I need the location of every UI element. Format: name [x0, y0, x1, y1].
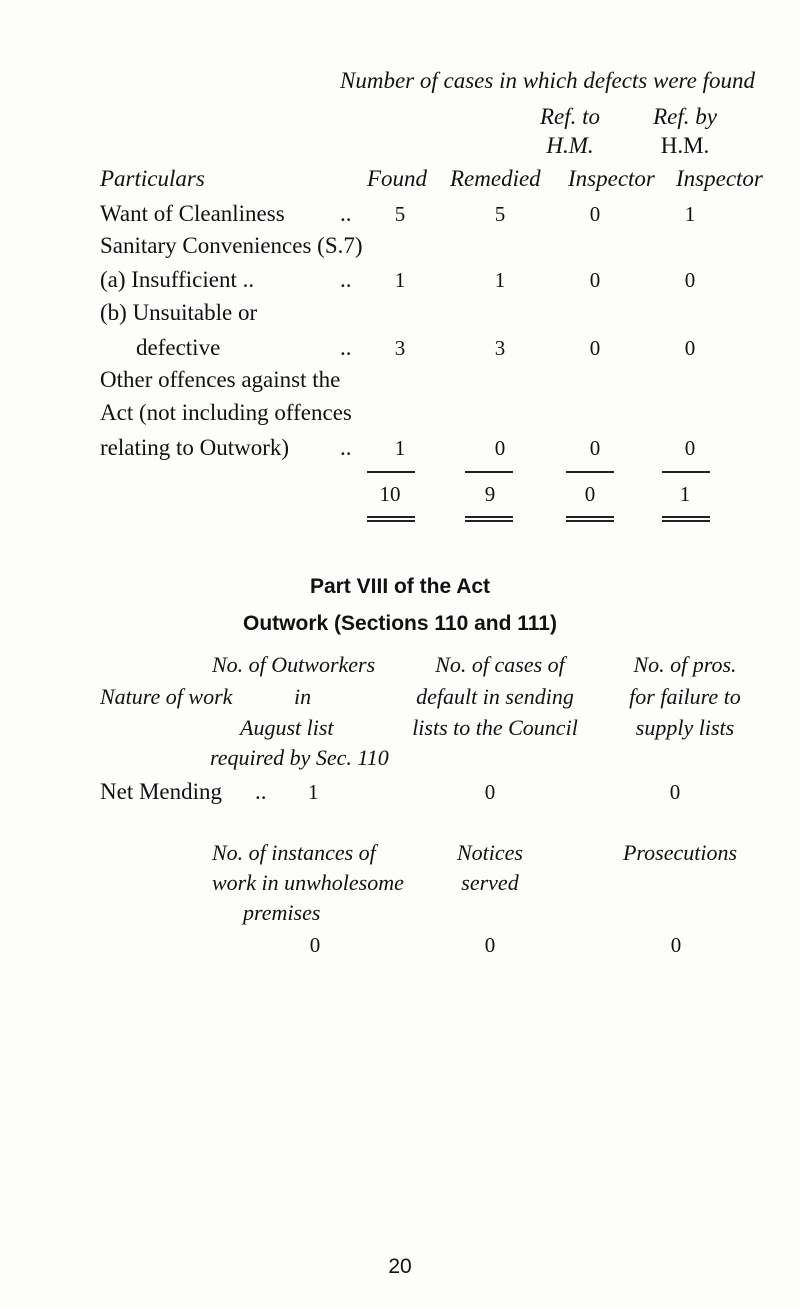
cell-ref-to: 0 — [589, 268, 601, 292]
cell-ref-by: 0 — [684, 268, 696, 292]
cell-found: 1 — [394, 436, 406, 460]
header-instances-line3: premises — [243, 900, 321, 925]
row-label: (b) Unsuitable or — [100, 300, 258, 325]
sum-rule-ref-by — [662, 471, 710, 473]
cell-found: 3 — [394, 336, 406, 360]
total-ref-to: 0 — [584, 482, 596, 506]
row-dots: .. — [340, 435, 352, 460]
header-default-line2: default in sending — [416, 684, 574, 709]
cell-ref-to: 0 — [589, 336, 601, 360]
total-ref-by: 1 — [679, 482, 691, 506]
cell-pros: 0 — [669, 780, 681, 804]
cell-ref-by: 1 — [684, 202, 696, 226]
sum-rule-remedied — [465, 471, 513, 473]
header-outworkers-line1: No. of Outworkers — [212, 652, 376, 677]
cell-ref-by: 0 — [684, 336, 696, 360]
double-rule-ref-to — [566, 516, 614, 522]
cell-ref-to: 0 — [589, 202, 601, 226]
cell-remedied: 0 — [494, 436, 506, 460]
part8-title: Part VIII of the Act — [309, 575, 491, 598]
header-pros-line2: for failure to — [629, 684, 741, 709]
header-pros-line3: supply lists — [635, 715, 735, 740]
double-rule-remedied — [465, 516, 513, 522]
cell-default: 0 — [484, 780, 496, 804]
header-instances-line2: work in unwholesome — [212, 870, 404, 895]
cell-ref-by: 0 — [684, 436, 696, 460]
header-particulars: Particulars — [100, 166, 205, 191]
header-ref-to-line1: Ref. to — [539, 104, 601, 129]
table1-supertitle: Number of cases in which defects were found — [340, 68, 755, 93]
page-number: 20 — [388, 1255, 412, 1278]
header-outworkers-line3: August list — [240, 715, 334, 740]
cell-remedied: 3 — [494, 336, 506, 360]
header-outworkers-line4: required by Sec. 110 — [210, 745, 389, 770]
row-label: Act (not including offences — [100, 400, 352, 425]
row-label: relating to Outwork) — [100, 435, 290, 460]
part8-subtitle: Outwork (Sections 110 and 111) — [243, 612, 557, 635]
cell-prosecutions: 0 — [670, 933, 682, 957]
row-net-mending-label: Net Mending — [100, 779, 223, 804]
cell-found: 1 — [394, 268, 406, 292]
header-pros-line1: No. of pros. — [633, 652, 737, 677]
header-instances-line1: No. of instances of — [212, 840, 376, 865]
row-net-mending-dots: .. — [255, 779, 267, 804]
header-notices-line2: served — [461, 870, 519, 895]
header-default-line3: lists to the Council — [412, 715, 578, 740]
header-remedied: Remedied — [450, 166, 541, 191]
cell-remedied: 1 — [494, 268, 506, 292]
double-rule-ref-by — [662, 516, 710, 522]
header-ref-to-line2: H.M. — [546, 133, 594, 158]
header-inspector-to: Inspector — [568, 166, 655, 191]
cell-instances: 0 — [309, 933, 321, 957]
row-label: Sanitary Conveniences (S.7) — [100, 233, 363, 258]
cell-ref-to: 0 — [589, 436, 601, 460]
total-found: 10 — [379, 482, 401, 506]
header-nature-of-work: Nature of work — [100, 684, 233, 709]
row-label: Other offences against the — [100, 367, 341, 392]
row-dots: .. — [340, 335, 352, 360]
row-dots: .. — [340, 201, 352, 226]
total-remedied: 9 — [484, 482, 496, 506]
sum-rule-ref-to — [566, 471, 614, 473]
cell-found: 5 — [394, 202, 406, 226]
row-dots: .. — [340, 267, 352, 292]
double-rule-found — [367, 516, 415, 522]
header-outworkers-line2: in — [294, 684, 312, 709]
header-ref-by-line2: H.M. — [660, 133, 710, 158]
row-label: (a) Insufficient .. — [100, 267, 255, 292]
header-found: Found — [367, 166, 428, 191]
header-default-line1: No. of cases of — [435, 652, 565, 677]
sum-rule-found — [367, 471, 415, 473]
header-prosecutions: Prosecutions — [622, 840, 738, 865]
row-label: Want of Cleanliness — [100, 201, 285, 226]
cell-outworkers: 1 — [308, 780, 319, 804]
cell-notices: 0 — [484, 933, 496, 957]
row-label: defective — [136, 335, 221, 360]
header-ref-by-line1: Ref. by — [653, 104, 717, 129]
header-inspector-by: Inspector — [676, 166, 763, 191]
cell-remedied: 5 — [494, 202, 506, 226]
header-notices-line1: Notices — [457, 840, 523, 865]
